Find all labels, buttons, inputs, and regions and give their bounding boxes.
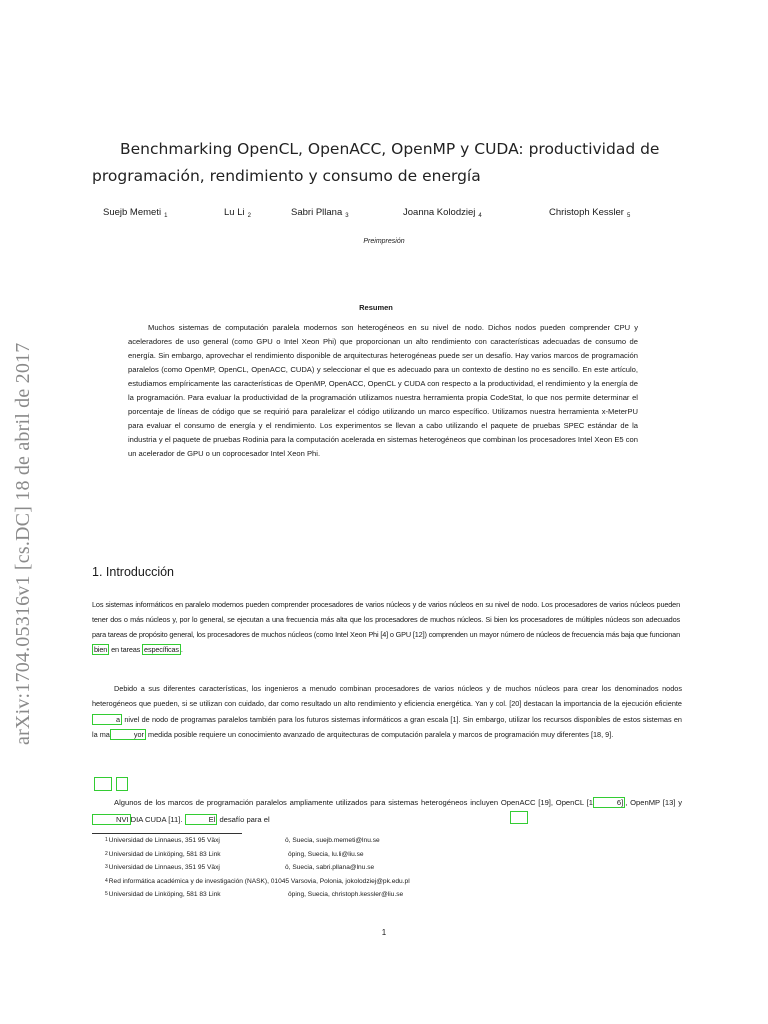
- citation-link-box[interactable]: a: [92, 714, 122, 725]
- footnote-link-box[interactable]: [94, 777, 112, 791]
- footnote-1: $^1$Universidad de Linnaeus, 351 95 Växj ö, Suecia, suejb.memeti@lnu.se: [105, 837, 380, 844]
- author-list: [0, 207, 768, 223]
- author-1: Suejb Memeti $_1$: [103, 207, 168, 219]
- author-5: Christoph Kessler $_5$: [549, 207, 631, 219]
- author-3: Sabri Pllana $_3$: [291, 207, 349, 219]
- preprint-label: Preimpresión: [363, 238, 405, 245]
- citation-link-box[interactable]: NVI: [92, 814, 131, 825]
- author-4: Joanna Kolodziej $_4$: [403, 207, 482, 219]
- citation-link-box[interactable]: 6]: [593, 797, 625, 808]
- citation-link-box[interactable]: bien: [94, 645, 108, 655]
- intro-paragraph-1: Los sistemas informáticos en paralelo modernos pueden comprender procesadores de varios núcleos y de varios núcleos en su nivel de nodo. Los procesadores de varios núcleos pueden tener dos o más núcleos y, por lo general, se ejecutan a una frecuencia más alta que los procesadores de muchos núcleos. Si bien los procesadores de múltiples núcleos son adecuados para tareas de propósito general, los procesadores de muchos núcleos (como Intel Xeon Phi [4] o GPU [12]) comprenden un mayor número de núcleos de frecuencia más baja que funcionan bien en tareas específicas .: [92, 600, 680, 655]
- footnote-link-box[interactable]: [510, 811, 528, 824]
- intro-paragraph-2: Debido a sus diferentes características, los ingenieros a menudo combinan procesadores de varios núcleos y de muchos núcleos para crear los denominados nodos heterogéneos que pueden, si se utilizan con cuidado, dar como resultado un alto rendimiento y eficiencia energética. Yan y col. [20] destacan la importancia de la ejecución eficiente a nivel de nodo de programas paralelos también para los futuros sistemas informáticos a gran escala [1]. Sin embargo, utilizar los recursos disponibles de estos sistemas en la ma yor medida posible requiere un conocimiento avanzado de arquitecturas de computación paralela y marcos de programación muy diferentes [18, 9].: [92, 684, 682, 739]
- intro-paragraph-3: Algunos de los marcos de programación paralelos ampliamente utilizados para sistemas heterogéneos incluyen OpenACC [19], OpenCL [1 6] , OpenMP [13] y NVI DIA CUDA [11]. El desafío para el: [92, 794, 682, 828]
- abstract-text: Muchos sistemas de computación paralela modernos son heterogéneos en su nivel de nodo. Dichos nodos pueden comprender CPU y aceleradores de uso general (como GPU o Intel Xeon Phi) que proporcionan un alto rendimiento con características adecuadas de consumo de energía. Sin embargo, aprovechar el rendimiento disponible de arquitecturas heterogéneas puede ser un desafío. Hay varios marcos de programación paralelos (como OpenMP, OpenCL, OpenACC, CUDA) y seleccionar el que es adecuado para un contexto de destino no es sencillo. En este artículo, estudiamos empíricamente las características de OpenMP, OpenACC, OpenCL y CUDA con respecto a la productividad, el rendimiento y la energía de la programación. Para evaluar la productividad de la programación utilizamos nuestra herramienta propia CodeStat, lo que nos permite determinar el porcentaje de líneas de código que se requirió para paralelizar el código utilizando un marco específico. Utilizamos nuestra herramienta x-MeterPU para evaluar el consumo de energía y el rendimiento. Los experimentos se llevan a cabo utilizando el paquete de pruebas SPEC estándar de la industria y el paquete de pruebas Rodinia para la computación acelerada en sistemas heterogéneos que combinan los procesadores Intel Xeon E5 con un acelerador de GPU o un coprocesador Intel Xeon Phi.: [128, 323, 638, 459]
- footnote-2: $^2$Universidad de Linköping, 581 83 Link öping, Suecia, lu.li@liu.se: [105, 850, 364, 858]
- author-2: Lu Li $_2$: [224, 207, 251, 219]
- footnote-5: $^5$Universidad de Linköping, 581 83 Link öping, Suecia, christoph.kessler@liu.se: [105, 891, 404, 899]
- citation-link-box[interactable]: yor: [110, 729, 146, 740]
- footnote-link-box[interactable]: [116, 777, 128, 791]
- citation-link-box[interactable]: específicas: [144, 645, 179, 655]
- paper-title: Benchmarking OpenCL, OpenACC, OpenMP y CUDA: productividad de programación, rendimiento y consumo de energía: [92, 140, 660, 185]
- section-heading: 1. Introducción: [92, 565, 174, 579]
- footnote-4: $^4$Red informática académica y de investigación (NASK), 01045 Varsovia, Polonia, jokolodziej@pk.edu.pl: [105, 877, 410, 885]
- footnote-3: $^3$Universidad de Linnaeus, 351 95 Växj ö, Suecia, sabri.pllana@lnu.se: [105, 864, 375, 872]
- footnotes: [105, 834, 605, 902]
- abstract-heading: Resumen: [359, 303, 393, 312]
- page-number: 1: [381, 928, 387, 937]
- citation-link-box[interactable]: El: [185, 814, 218, 825]
